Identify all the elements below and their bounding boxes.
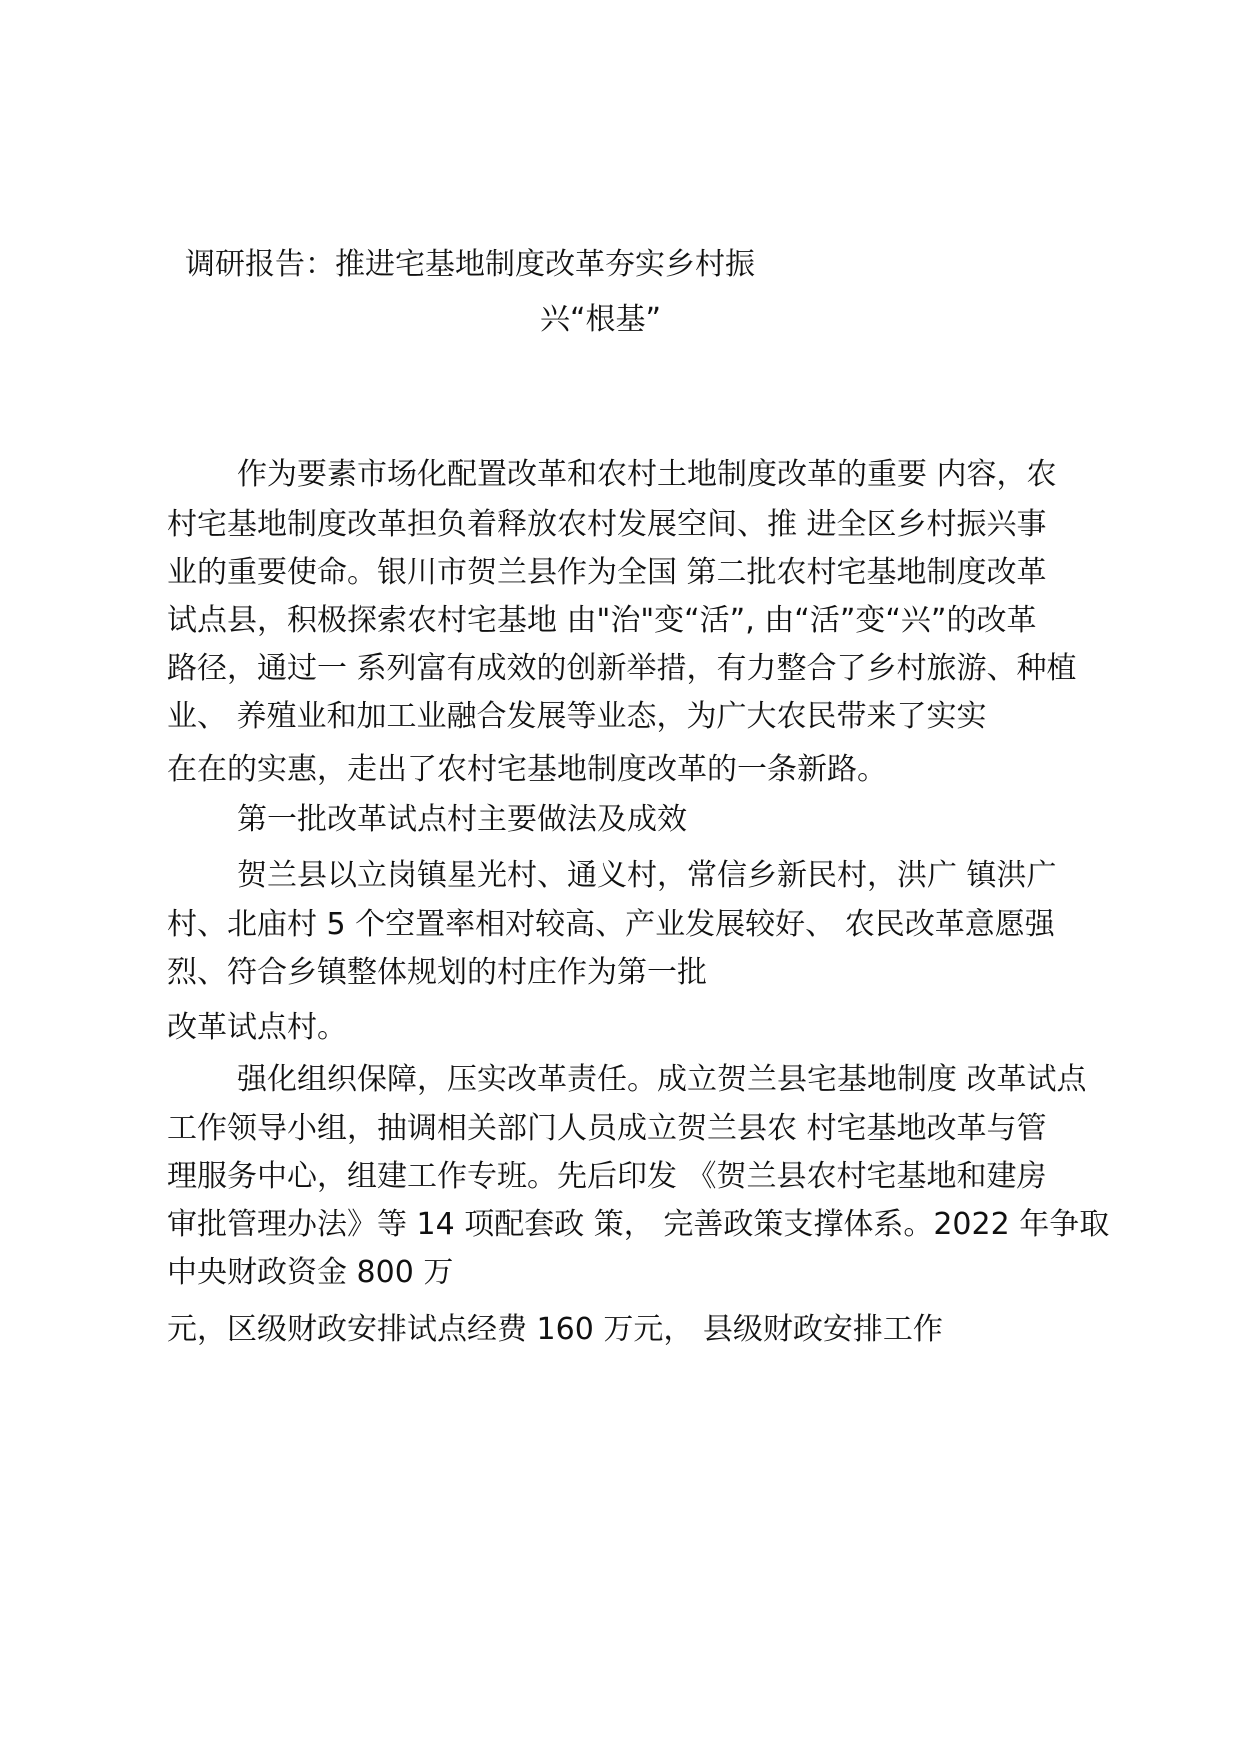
body-line: 元，区级财政安排试点经费 160 万元， 县级财政安排工作 xyxy=(167,1312,943,1347)
document-title-line-1: 调研报告：推进宅基地制度改革夯实乡村振 xyxy=(185,247,755,282)
body-line: 工作领导小组，抽调相关部门人员成立贺兰县农 村宅基地改革与管 xyxy=(167,1111,1047,1146)
body-line: 烈、符合乡镇整体规划的村庄作为第一批 xyxy=(167,955,707,990)
document-title-line-2: 兴“根基” xyxy=(540,302,662,337)
body-line: 在在的实惠，走出了农村宅基地制度改革的一条新路。 xyxy=(167,752,887,787)
section-heading: 第一批改革试点村主要做法及成效 xyxy=(237,802,687,837)
body-line: 业、 养殖业和加工业融合发展等业态，为广大农民带来了实实 xyxy=(167,699,987,734)
body-line: 路径，通过一 系列富有成效的创新举措，有力整合了乡村旅游、种植 xyxy=(167,651,1077,686)
body-line: 改革试点村。 xyxy=(167,1010,347,1045)
body-line: 村、北庙村 5 个空置率相对较高、产业发展较好、 农民改革意愿强 xyxy=(167,907,1055,942)
body-line: 中央财政资金 800 万 xyxy=(167,1255,454,1290)
body-line: 村宅基地制度改革担负着释放农村发展空间、推 进全区乡村振兴事 xyxy=(167,507,1047,542)
body-line: 试点县，积极探索农村宅基地 由"治"变“活”, 由“活”变“兴”的改革 xyxy=(167,603,1037,638)
body-line: 作为要素市场化配置改革和农村土地制度改革的重要 内容，农 xyxy=(237,457,1057,492)
body-line: 强化组织保障，压实改革责任。成立贺兰县宅基地制度 改革试点 xyxy=(237,1062,1087,1097)
body-line: 贺兰县以立岗镇星光村、通义村，常信乡新民村，洪广 镇洪广 xyxy=(237,858,1057,893)
body-line: 审批管理办法》等 14 项配套政 策， 完善政策支撑体系。2022 年争取 xyxy=(167,1207,1110,1242)
body-line: 业的重要使命。银川市贺兰县作为全国 第二批农村宅基地制度改革 xyxy=(167,555,1047,590)
body-line: 理服务中心，组建工作专班。先后印发 《贺兰县农村宅基地和建房 xyxy=(167,1159,1047,1194)
